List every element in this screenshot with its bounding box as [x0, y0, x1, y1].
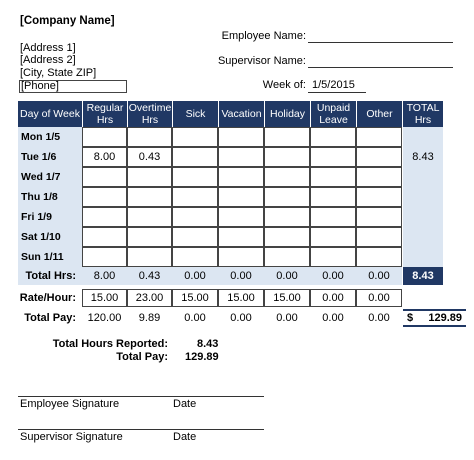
hours-cell[interactable] [82, 207, 127, 227]
row-total-hours [403, 127, 443, 147]
hours-cell[interactable] [82, 247, 127, 267]
rate-cell[interactable]: 15.00 [82, 289, 127, 307]
hours-cell[interactable] [218, 187, 264, 207]
hours-cell[interactable] [172, 127, 218, 147]
hours-cell[interactable] [172, 227, 218, 247]
hours-cell[interactable] [172, 247, 218, 267]
column-header: Day of Week [18, 101, 82, 127]
rate-cell[interactable]: 0.00 [310, 289, 356, 307]
total-hours-cell: 0.00 [264, 267, 310, 285]
week-of-value[interactable]: 1/5/2015 [312, 79, 355, 91]
summary-total-pay-label: Total Pay: [116, 351, 168, 363]
total-pay-cell: 0.00 [276, 312, 298, 324]
day-label: Thu 1/8 [18, 187, 82, 207]
address-phone: [Phone] [21, 80, 59, 92]
hours-cell[interactable] [127, 207, 172, 227]
total-hours-reported-label: Total Hours Reported: [52, 338, 168, 350]
hours-cell[interactable] [218, 247, 264, 267]
hours-cell[interactable] [310, 247, 356, 267]
address-city: [City, State ZIP] [20, 67, 97, 79]
column-header: Other [357, 101, 402, 127]
hours-cell[interactable] [172, 187, 218, 207]
supervisor-signature-label: Supervisor Signature [20, 431, 123, 443]
hours-cell[interactable] [356, 147, 402, 167]
supervisor-signature-line[interactable] [18, 429, 264, 430]
rate-cell[interactable]: 15.00 [172, 289, 218, 307]
hours-cell[interactable] [264, 187, 310, 207]
total-hours-label: Total Hrs: [18, 267, 82, 285]
hours-cell[interactable] [356, 127, 402, 147]
rate-cell[interactable]: 15.00 [264, 289, 310, 307]
address-line-1: [Address 1] [20, 42, 76, 54]
column-header: Regular Hrs [83, 101, 127, 127]
hours-cell[interactable] [310, 187, 356, 207]
day-label: Wed 1/7 [18, 167, 82, 187]
total-pay-cell: 0.00 [230, 312, 252, 324]
row-total-hours [403, 247, 443, 267]
hours-cell[interactable] [82, 167, 127, 187]
hours-cell[interactable] [127, 167, 172, 187]
supervisor-name-label: Supervisor Name: [217, 55, 306, 67]
day-label: Sun 1/11 [18, 247, 82, 267]
hours-cell[interactable] [218, 227, 264, 247]
supervisor-name-field[interactable] [308, 67, 453, 68]
employee-name-field[interactable] [308, 42, 453, 43]
hours-cell[interactable] [172, 147, 218, 167]
hours-cell[interactable] [310, 227, 356, 247]
employee-name-label: Employee Name: [221, 30, 306, 42]
hours-cell[interactable] [218, 207, 264, 227]
total-hours-cell: 0.43 [127, 267, 172, 285]
grand-total-pay-value: 129.89 [428, 312, 462, 324]
hours-cell[interactable] [127, 227, 172, 247]
hours-cell[interactable] [127, 187, 172, 207]
row-total-hours [403, 187, 443, 207]
column-header: Vacation [219, 101, 264, 127]
day-label: Tue 1/6 [18, 147, 82, 167]
hours-cell[interactable] [310, 127, 356, 147]
hours-cell[interactable] [82, 227, 127, 247]
hours-cell[interactable] [356, 167, 402, 187]
hours-cell[interactable] [127, 127, 172, 147]
hours-cell[interactable] [82, 187, 127, 207]
total-pay-cell: 120.00 [87, 312, 122, 324]
rate-cell[interactable]: 15.00 [218, 289, 264, 307]
total-hours-cell: 8.00 [82, 267, 127, 285]
column-header: TOTAL Hrs [403, 101, 443, 127]
hours-cell[interactable] [264, 207, 310, 227]
rate-cell[interactable]: 23.00 [127, 289, 172, 307]
hours-cell[interactable] [172, 207, 218, 227]
row-total-hours: 8.43 [403, 147, 443, 167]
total-pay-cell: 0.00 [368, 312, 390, 324]
total-pay-cell: 9.89 [138, 312, 161, 324]
grand-total-hours: 8.43 [403, 267, 443, 285]
hours-cell[interactable]: 8.00 [82, 147, 127, 167]
hours-cell[interactable] [356, 207, 402, 227]
column-header: Overtime Hrs [128, 102, 172, 126]
currency-symbol: $ [407, 312, 414, 324]
grand-total-pay [403, 309, 466, 327]
hours-cell[interactable] [264, 147, 310, 167]
total-hours-cell: 0.00 [218, 267, 264, 285]
hours-cell[interactable] [218, 167, 264, 187]
hours-cell[interactable] [356, 187, 402, 207]
hours-cell[interactable] [310, 207, 356, 227]
total-hours-cell: 0.00 [310, 267, 356, 285]
total-pay-label: Total Pay: [24, 312, 76, 324]
row-total-hours [403, 167, 443, 187]
week-of-underline [308, 92, 366, 93]
rate-per-hour-label: Rate/Hour: [19, 292, 76, 304]
hours-cell[interactable] [310, 147, 356, 167]
day-label: Mon 1/5 [18, 127, 82, 147]
hours-cell[interactable] [127, 247, 172, 267]
hours-cell[interactable] [264, 167, 310, 187]
day-label: Sat 1/10 [18, 227, 82, 247]
column-header: Sick [173, 101, 218, 127]
hours-cell[interactable]: 0.43 [127, 147, 172, 167]
hours-cell[interactable] [356, 227, 402, 247]
hours-cell[interactable] [172, 167, 218, 187]
column-header: Unpaid Leave [311, 101, 356, 127]
hours-cell[interactable] [218, 147, 264, 167]
column-header: Holiday [265, 101, 310, 127]
employee-date-label: Date [173, 398, 197, 410]
supervisor-date-label: Date [173, 431, 197, 443]
total-hours-reported-value: 8.43 [197, 338, 219, 350]
hours-cell[interactable] [82, 127, 127, 147]
row-total-hours [403, 207, 443, 227]
rate-cell[interactable]: 0.00 [356, 289, 402, 307]
day-label: Fri 1/9 [18, 207, 82, 227]
hours-cell[interactable] [264, 127, 310, 147]
company-name: [Company Name] [20, 15, 115, 27]
hours-cell[interactable] [356, 247, 402, 267]
hours-cell[interactable] [218, 127, 264, 147]
employee-signature-label: Employee Signature [20, 398, 120, 410]
week-of-label: Week of: [262, 79, 306, 91]
address-line-2: [Address 2] [20, 54, 76, 66]
employee-signature-line[interactable] [18, 396, 264, 397]
row-total-hours [403, 227, 443, 247]
hours-cell[interactable] [264, 247, 310, 267]
hours-cell[interactable] [264, 227, 310, 247]
total-hours-cell: 0.00 [356, 267, 402, 285]
summary-total-pay-value: 129.89 [185, 351, 219, 363]
hours-cell[interactable] [310, 167, 356, 187]
total-pay-cell: 0.00 [184, 312, 206, 324]
total-hours-cell: 0.00 [172, 267, 218, 285]
total-pay-cell: 0.00 [322, 312, 344, 324]
